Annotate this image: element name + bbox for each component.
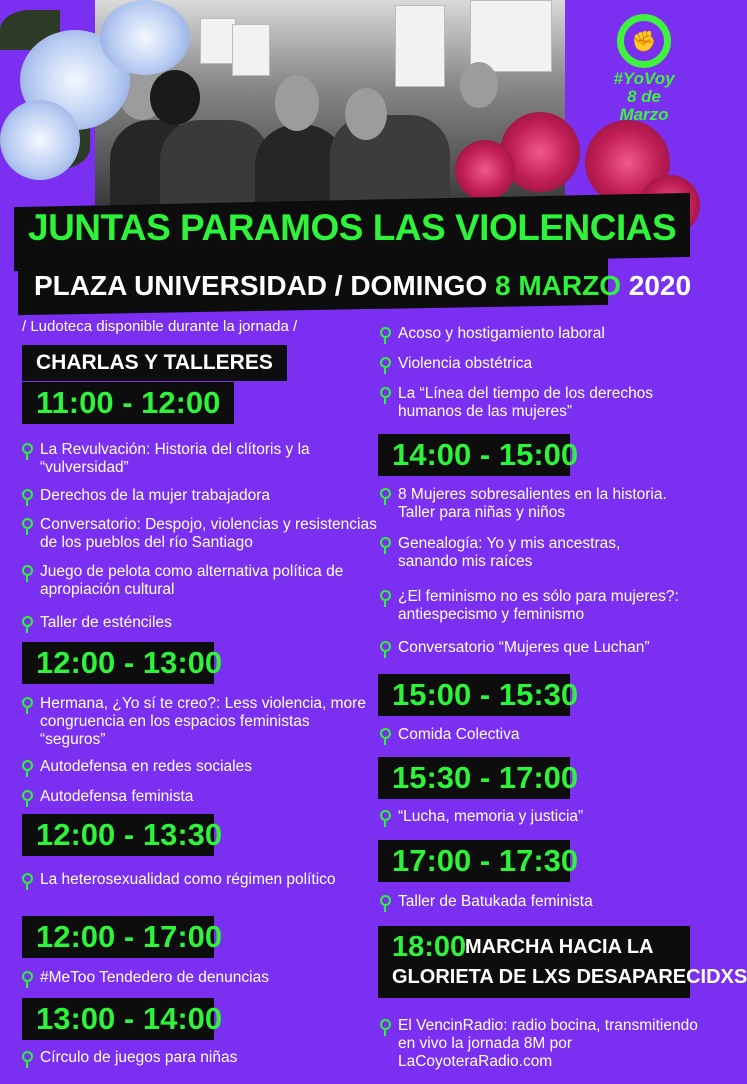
list-item: Taller de Batukada feminista (380, 893, 698, 911)
protester-face (460, 62, 498, 108)
list-item: Violencia obstétrica (380, 355, 698, 373)
protester-mask (150, 70, 200, 125)
time-slot-1530-17: 15:30 - 17:00 (378, 757, 570, 799)
time-slot-11-12: 11:00 - 12:00 (22, 382, 234, 424)
blue-flower (0, 100, 80, 180)
list-item: ¿El feminismo no es sólo para mujeres?: antiespecismo y feminismo (380, 588, 698, 624)
list-item: Autodefensa en redes sociales (22, 758, 360, 776)
venus-icon (380, 537, 391, 548)
march-time: 18:00 (392, 931, 467, 963)
time-slot-14-15: 14:00 - 15:00 (378, 434, 570, 476)
protester-face (345, 88, 387, 140)
venus-icon (22, 616, 33, 627)
list-item: Conversatorio “Mujeres que Luchan” (380, 639, 698, 657)
list-item: Comida Colectiva (380, 726, 698, 744)
list-item: Conversatorio: Despojo, violencias y resistencias de los pueblos del río Santiago (22, 516, 380, 552)
venus-icon (22, 565, 33, 576)
list-item: 8 Mujeres sobresalientes en la historia. Taller para niñas y niños (380, 486, 698, 522)
venus-icon (22, 760, 33, 771)
list-item: La Revulvación: Historia del clítoris y la “vulversidad” (22, 441, 360, 477)
list-item: Genealogía: Yo y mis ancestras, sanando mis raíces (380, 535, 678, 571)
protest-sign (200, 18, 236, 64)
time-slot-12-17: 12:00 - 17:00 (22, 916, 214, 958)
protester-figure (160, 120, 270, 210)
time-slot-12-13: 12:00 - 13:00 (22, 642, 214, 684)
time-slot-12-1330: 12:00 - 13:30 (22, 814, 214, 856)
protester-face (275, 75, 319, 131)
event-place-date (34, 270, 691, 302)
venus-fist-icon: ✊ (617, 14, 671, 68)
venus-icon (22, 971, 33, 982)
venus-icon (22, 873, 33, 884)
protest-sign (470, 0, 552, 72)
venus-icon (380, 810, 391, 821)
pink-rose (455, 140, 515, 200)
venus-icon (380, 728, 391, 739)
venus-icon (22, 697, 33, 708)
hashtag-line-3: Marzo (619, 105, 669, 124)
ludoteca-note: / Ludoteca disponible durante la jornada / (22, 318, 298, 335)
list-item: #MeToo Tendedero de denuncias (22, 969, 360, 987)
venus-icon (380, 895, 391, 906)
march-title-line-2: GLORIETA DE LXS DESAPARECIDXS (392, 966, 747, 988)
event-year: 2020 (620, 270, 692, 301)
list-item: Autodefensa feminista (22, 788, 360, 806)
page-title: JUNTAS PARAMOS LAS VIOLENCIAS (28, 207, 677, 248)
section-heading: CHARLAS Y TALLERES (22, 345, 287, 381)
venus-icon (380, 357, 391, 368)
event-place: PLAZA UNIVERSIDAD / DOMINGO (34, 270, 495, 301)
list-item: Círculo de juegos para niñas (22, 1049, 360, 1067)
venus-icon (380, 641, 391, 652)
hashtag-line-2: 8 de (626, 87, 662, 106)
venus-icon (22, 443, 33, 454)
list-item: Taller de esténciles (22, 614, 360, 632)
time-slot-15-1530: 15:00 - 15:30 (378, 674, 570, 716)
list-item: Acoso y hostigamiento laboral (380, 325, 698, 343)
list-item: El VencinRadio: radio bocina, transmitiendo en vivo la jornada 8M por LaCoyoteraRadio.com (380, 1017, 698, 1071)
time-slot-13-14: 13:00 - 14:00 (22, 998, 214, 1040)
venus-icon (380, 387, 391, 398)
list-item: Hermana, ¿Yo sí te creo?: Less violencia, more congruencia en los espacios feministas “seguros” (22, 695, 370, 749)
list-item: La heterosexualidad como régimen político (22, 871, 340, 889)
venus-icon (22, 790, 33, 801)
hashtag-line-1: #YoVoy (613, 69, 675, 88)
venus-icon (22, 518, 33, 529)
venus-icon (22, 1051, 33, 1062)
venus-icon (380, 590, 391, 601)
list-item: La “Línea del tiempo de los derechos humanos de las mujeres” (380, 385, 698, 421)
list-item: Juego de pelota como alternativa política de apropiación cultural (22, 563, 380, 599)
protest-sign (232, 24, 270, 76)
list-item: Derechos de la mujer trabajadora (22, 487, 360, 505)
venus-icon (380, 1019, 391, 1030)
yo-voy-hashtag-logo (598, 14, 690, 126)
time-slot-17-1730: 17:00 - 17:30 (378, 840, 570, 882)
protest-sign (395, 5, 445, 87)
venus-icon (380, 488, 391, 499)
venus-icon (22, 489, 33, 500)
header-photo-collage (0, 0, 700, 210)
march-title-line-1: MARCHA HACIA LA (465, 936, 654, 958)
event-date: 8 MARZO (494, 270, 621, 301)
venus-icon (380, 327, 391, 338)
list-item: “Lucha, memoria y justicia” (380, 808, 698, 826)
blue-flower (100, 0, 190, 75)
